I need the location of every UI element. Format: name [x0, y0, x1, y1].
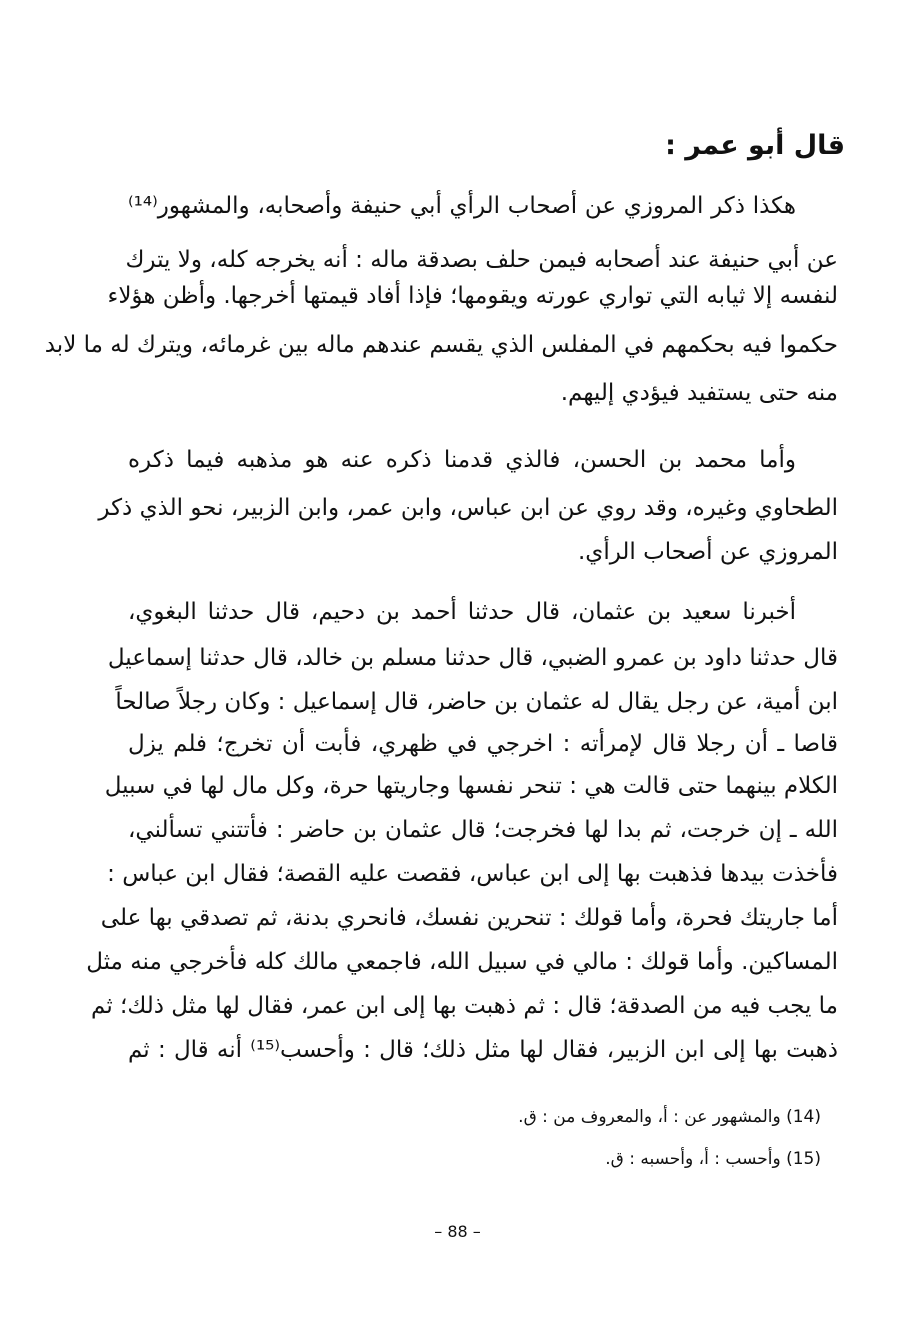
paragraph-3-line-8: أما جاريتك فحرة، وأما قولك : تنحرين نفسك، فانحري بدنة، ثم تصدقي بها على	[100, 905, 838, 931]
paragraph-3-line-1: أخبرنا سعيد بن عثمان، قال حدثنا أحمد بن دحيم، قال حدثنا البغوي،	[128, 599, 796, 625]
paragraph-3-line-3: ابن أمية، عن رجل يقال له عثمان بن حاضر، قال إسماعيل : وكان رجلاً صالحاً	[115, 689, 838, 715]
paragraph-3-line-10: ما يجب فيه من الصدقة؛ قال : ثم ذهبت بها إلى ابن عمر، فقال لها مثل ذلك؛ ثم	[91, 993, 838, 1019]
paragraph-2-line-3: المروزي عن أصحاب الرأي.	[578, 539, 838, 565]
paragraph-2-line-2: الطحاوي وغيره، وقد روي عن ابن عباس، وابن عمر، وابن الزبير، نحو الذي ذكر	[98, 495, 838, 521]
paragraph-3-line-7: فأخذت بيدها فذهبت بها إلى ابن عباس، فقصت عليه القصة؛ فقال ابن عباس :	[107, 861, 838, 887]
paragraph-3-line-5: الكلام بينهما حتى قالت هي : تنحر نفسها وجاريتها حرة، وكل مال لها في سبيل	[104, 773, 838, 799]
section-heading: قال أبو عمر :	[665, 130, 845, 161]
paragraph-3-line-11: ذهبت بها إلى ابن الزبير، فقال لها مثل ذلك؛ قال : وأحسب⁽¹⁵⁾ أنه قال : ثم	[128, 1037, 838, 1063]
footnote-15: (15) وأحسب : أ، وأحسبه : ق.	[605, 1149, 821, 1169]
paragraph-2-line-1: وأما محمد بن الحسن، فالذي قدمنا ذكره عنه هو مذهبه فيما ذكره	[128, 447, 796, 473]
paragraph-3-line-2: قال حدثنا داود بن عمرو الضبي، قال حدثنا مسلم بن خالد، قال حدثنا إسماعيل	[107, 645, 838, 671]
paragraph-3-line-6: الله ـ إن خرجت، ثم بدا لها فخرجت؛ قال عثمان بن حاضر : فأتتني تسألني،	[128, 817, 838, 843]
page-number: – 88 –	[434, 1222, 481, 1241]
paragraph-1-line-2: عن أبي حنيفة عند أصحابه فيمن حلف بصدقة ماله : أنه يخرجه كله، ولا يترك	[125, 247, 838, 273]
paragraph-3-line-4: قاصا ـ أن رجلا قال لإمرأته : اخرجي في ظهري، فأبت أن تخرج؛ فلم يزل	[128, 731, 838, 757]
paragraph-1-line-1: هكذا ذكر المروزي عن أصحاب الرأي أبي حنيفة وأصحابه، والمشهور⁽¹⁴⁾	[128, 193, 796, 219]
paragraph-1-line-3: لنفسه إلا ثيابه التي تواري عورته ويقومها؛ فإذا أفاد قيمتها أخرجها. وأظن هؤلاء	[107, 283, 838, 309]
paragraph-1-line-4: حكموا فيه بحكمهم في المفلس الذي يقسم عندهم ماله بين غرمائه، ويترك له ما لابد	[44, 332, 838, 358]
footnote-14: (14) والمشهور عن : أ، والمعروف من : ق.	[518, 1107, 821, 1127]
paragraph-1-line-5: منه حتى يستفيد فيؤدي إليهم.	[560, 380, 838, 406]
paragraph-3-line-9: المساكين. وأما قولك : مالي في سبيل الله، فاجمعي مالك كله فأخرجي منه مثل	[86, 949, 838, 975]
